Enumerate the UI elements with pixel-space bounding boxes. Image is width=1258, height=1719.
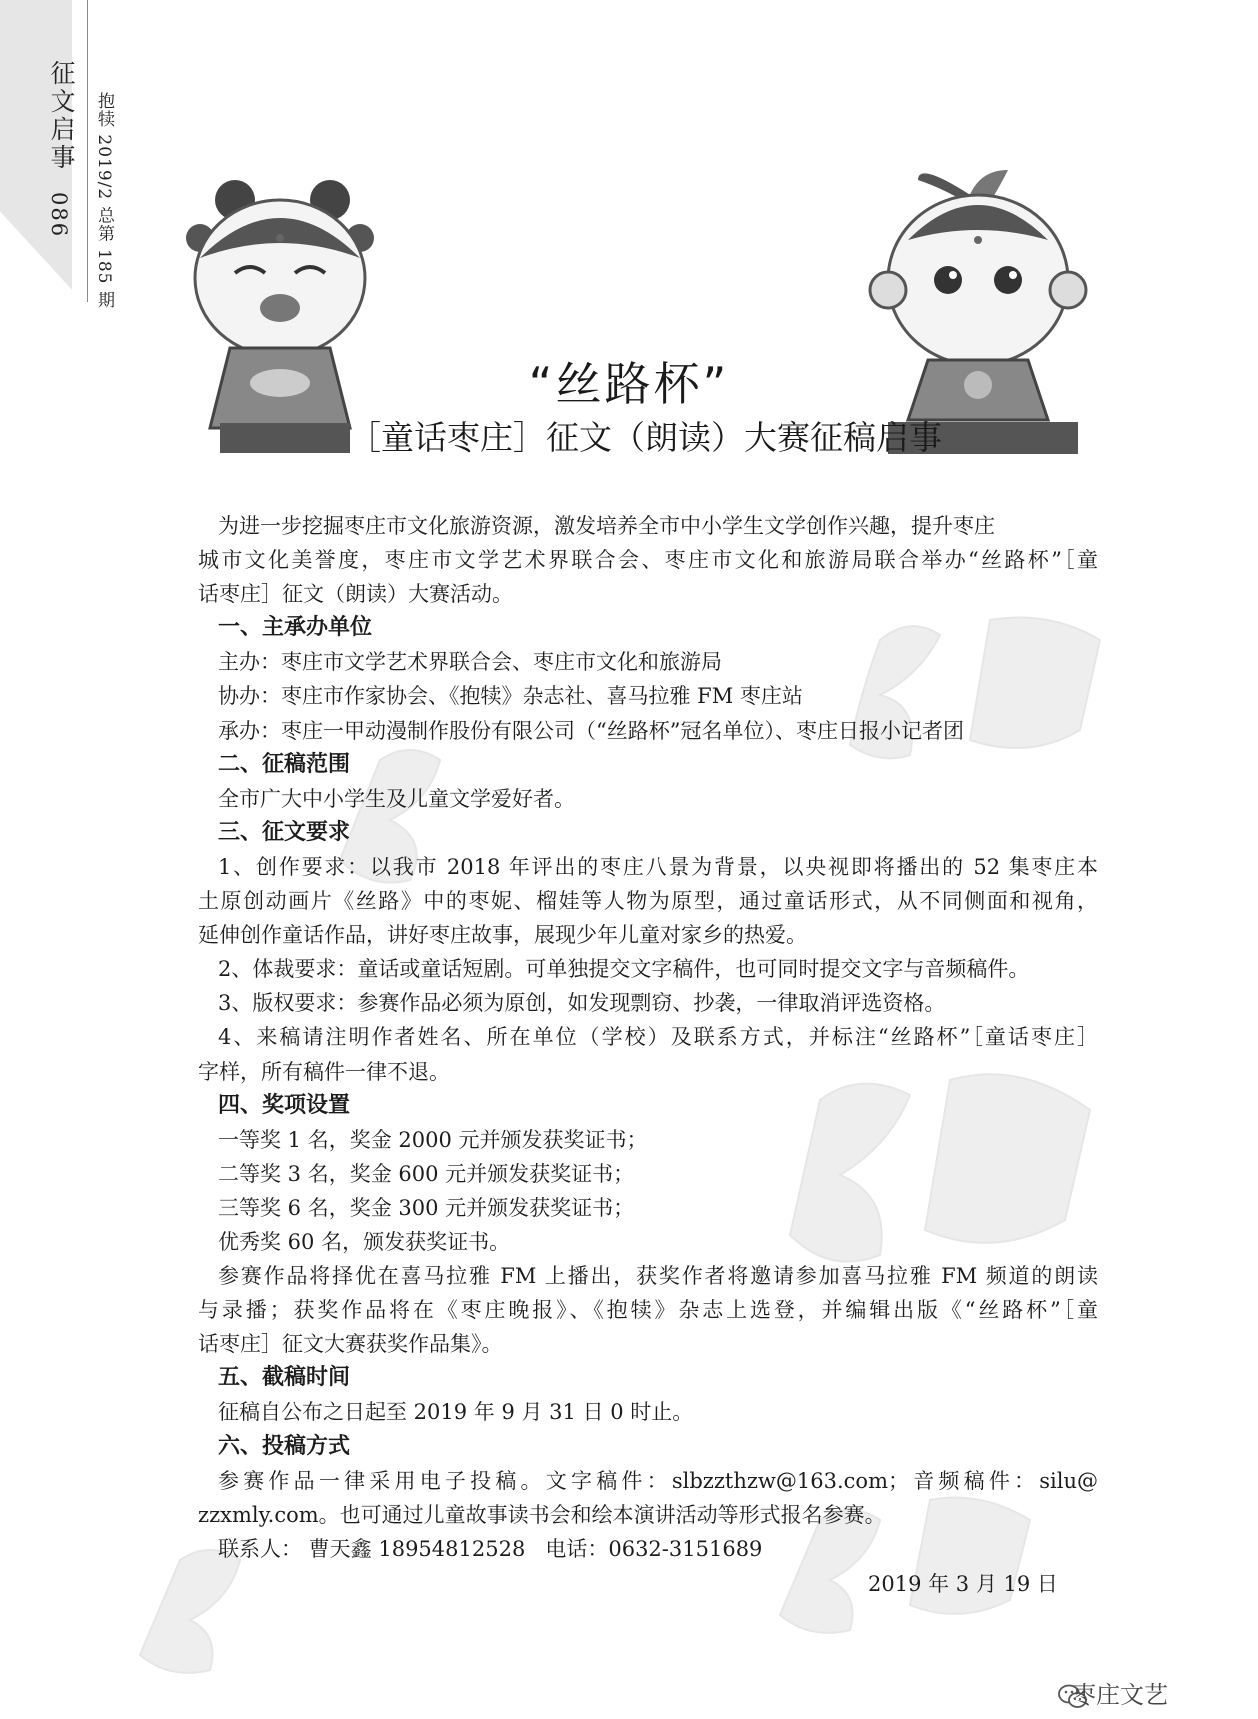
intro-line: 城市文化美誉度，枣庄市文学艺术界联合会、枣庄市文化和旅游局联合举办“丝路杯”［童 [198,548,1098,573]
section-line: 协办：枣庄市作家协会、《抱犊》杂志社、喜马拉雅 FM 枣庄站 [218,684,803,709]
intro-line: 话枣庄］征文（朗读）大赛活动。 [198,582,513,607]
section-line: 延伸创作童话作品，讲好枣庄故事，展现少年儿童对家乡的热爱。 [198,923,807,948]
section-line: zzxmly.com。也可通过儿童故事读书会和绘本演讲活动等形式报名参赛。 [198,1502,886,1527]
section-line: 承办：枣庄一甲动漫制作股份有限公司（“丝路杯”冠名单位）、枣庄日报小记者团 [218,718,964,743]
section-line: 参赛作品一律采用电子投稿。文字稿件：slbzzthzw@163.com；音频稿件：silu@ [218,1468,1098,1493]
section-line: 参赛作品将择优在喜马拉雅 FM 上播出，获奖作者将邀请参加喜马拉雅 FM 频道的朗读 [218,1264,1098,1289]
section-line: 三等奖 6 名，奖金 300 元并颁发获奖证书； [218,1195,635,1220]
section-line: 征稿自公布之日起至 2019 年 9 月 31 日 0 时止。 [218,1400,694,1425]
section-line: 4、来稿请注明作者姓名、所在单位（学校）及联系方式，并标注“丝路杯”［童话枣庄］ [218,1025,1098,1050]
page-number: 086 [47,192,71,239]
section-heading: 二、征稿范围 [218,751,351,777]
section-line: 与录播；获奖作品将在《枣庄晚报》、《抱犊》杂志上选登，并编辑出版《“丝路杯”［童 [198,1298,1098,1323]
section-label: 征文启事 [47,60,76,172]
title-subtitle: ［童话枣庄］征文（朗读）大赛征稿启事 [348,418,942,457]
section-line: 主办：枣庄市文学艺术界联合会、枣庄市文化和旅游局 [218,650,722,675]
section-line: 2、体裁要求：童话或童话短剧。可单独提交文字稿件，也可同时提交文字与音频稿件。 [218,957,1030,982]
section-line: 优秀奖 60 名，颁发获奖证书。 [218,1229,511,1254]
submission-paragraph [198,1464,1098,1566]
section-line: 话枣庄］征文大赛获奖作品集》。 [198,1332,503,1357]
section-line: 二等奖 3 名，奖金 600 元并颁发获奖证书； [218,1161,635,1186]
issue-info: 抱犊 2019/2 总第 185 期 [94,92,114,309]
section-line: 3、版权要求：参赛作品必须为原创，如发现剽窃、抄袭，一律取消评选资格。 [218,991,946,1016]
section-line: 土原创动画片《丝路》中的枣妮、榴娃等人物为原型，通过童话形式，从不同侧面和视角， [198,889,1098,914]
requirements-paragraph [198,850,1098,1089]
section-heading: 一、主承办单位 [218,615,373,641]
section-heading: 三、征文要求 [218,819,351,845]
publish-date: 2019 年 3 月 19 日 [868,1572,1058,1596]
intro-line: 为进一步挖掘枣庄市文化旅游资源，激发培养全市中小学生文学创作兴趣，提升枣庄 [218,514,995,538]
section-heading: 六、投稿方式 [218,1433,351,1459]
section-heading: 五、截稿时间 [218,1365,351,1391]
section-heading: 四、奖项设置 [218,1092,351,1118]
article-body [198,509,1098,1566]
section-line: 字样，所有稿件一律不退。 [198,1059,450,1084]
title-main: “丝路杯” [528,357,730,411]
section-line: 1、创作要求：以我市 2018 年评出的枣庄八景为背景，以央视即将播出的 52 集枣庄本 [218,854,1098,879]
section-line: 全市广大中小学生及儿童文学爱好者。 [218,786,575,811]
intro-paragraph [198,509,1098,611]
awards-paragraph [198,1259,1098,1361]
contact-line: 联系人： 曹天鑫 18954812528 电话：0632-3151689 [218,1536,763,1561]
wechat-account-name: 枣庄文艺 [1072,1681,1168,1709]
section-line: 一等奖 1 名，奖金 2000 元并颁发获奖证书； [218,1127,648,1152]
